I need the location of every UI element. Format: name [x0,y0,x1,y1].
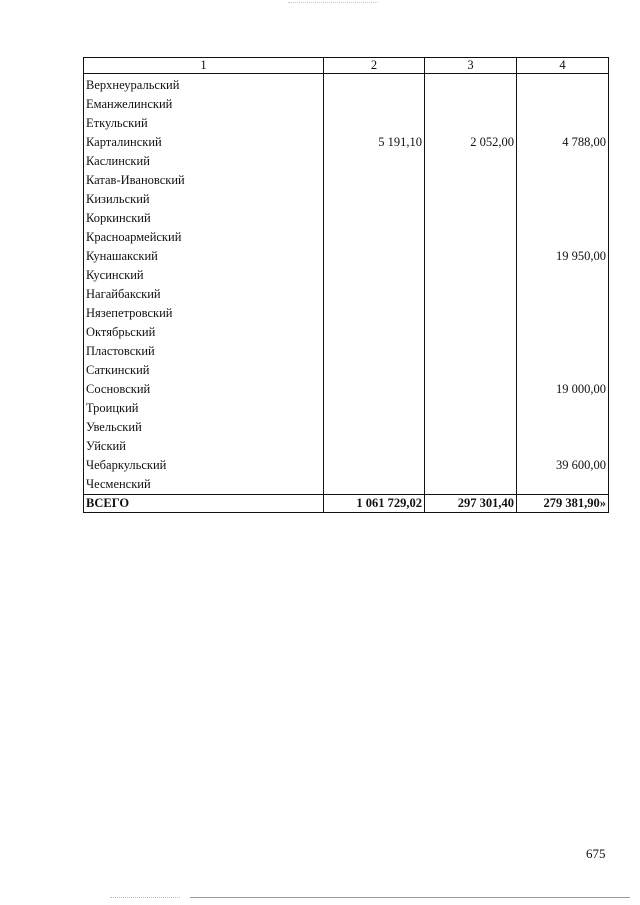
value-cell-col3 [425,437,517,456]
table-row [84,266,609,285]
value-cell-col2 [324,74,425,96]
table-row [84,361,609,380]
value-cell-col2 [324,247,425,266]
column-header-1: 1 [84,58,324,74]
district-name-cell: Каслинский [84,152,324,171]
column-header-2: 2 [324,58,425,74]
value-cell-col2 [324,190,425,209]
value-cell-col4 [517,74,609,96]
value-cell-col3 [425,171,517,190]
value-cell-col4 [517,361,609,380]
value-cell-col2 [324,95,425,114]
value-cell-col3 [425,190,517,209]
district-name-cell: Нязепетровский [84,304,324,323]
value-cell-col2 [324,437,425,456]
table-row [84,304,609,323]
scan-speckles-bottom [110,897,180,898]
value-cell-col4 [517,323,609,342]
district-name-cell: Коркинский [84,209,324,228]
budget-table [83,57,609,513]
value-cell-col3 [425,95,517,114]
table-row [84,171,609,190]
district-name-cell: Чебаркульский [84,456,324,475]
value-cell-col2 [324,361,425,380]
total-value-col3: 297 301,40 [425,495,517,513]
value-cell-col4 [517,209,609,228]
value-cell-col4: 19 950,00 [517,247,609,266]
table-row [84,74,609,96]
value-cell-col2 [324,285,425,304]
value-cell-col3 [425,152,517,171]
district-name-cell: Пластовский [84,342,324,361]
value-cell-col3 [425,361,517,380]
value-cell-col2: 5 191,10 [324,133,425,152]
header-row [84,58,609,74]
value-cell-col3 [425,285,517,304]
table-row [84,247,609,266]
scan-edge-line [190,897,630,898]
column-header-3: 3 [425,58,517,74]
value-cell-col3 [425,114,517,133]
district-name-cell: Саткинский [84,361,324,380]
total-label: ВСЕГО [84,495,324,513]
value-cell-col2 [324,152,425,171]
value-cell-col3 [425,74,517,96]
district-name-cell: Красноармейский [84,228,324,247]
page-number: 675 [586,846,606,861]
value-cell-col4 [517,152,609,171]
value-cell-col3 [425,342,517,361]
district-name-cell: Октябрьский [84,323,324,342]
table-row [84,380,609,399]
value-cell-col3 [425,456,517,475]
total-row [84,495,609,513]
table-row [84,152,609,171]
value-cell-col4 [517,475,609,495]
value-cell-col3 [425,228,517,247]
value-cell-col2 [324,323,425,342]
scan-speckles [288,2,378,7]
district-name-cell: Еткульский [84,114,324,133]
table-row [84,228,609,247]
value-cell-col4 [517,114,609,133]
value-cell-col2 [324,304,425,323]
table-body [84,74,609,495]
value-cell-col4 [517,285,609,304]
table-row [84,209,609,228]
table-row [84,342,609,361]
total-value-col4: 279 381,90» [517,495,609,513]
value-cell-col3 [425,266,517,285]
value-cell-col2 [324,171,425,190]
value-cell-col4: 4 788,00 [517,133,609,152]
value-cell-col3 [425,418,517,437]
table-row [84,190,609,209]
district-name-cell: Кунашакский [84,247,324,266]
table-row [84,399,609,418]
value-cell-col4 [517,399,609,418]
value-cell-col2 [324,456,425,475]
value-cell-col3: 2 052,00 [425,133,517,152]
district-name-cell: Троицкий [84,399,324,418]
table-row [84,133,609,152]
district-name-cell: Кизильский [84,190,324,209]
district-name-cell: Катав-Ивановский [84,171,324,190]
table-row [84,95,609,114]
value-cell-col2 [324,380,425,399]
total-value-col2: 1 061 729,02 [324,495,425,513]
value-cell-col3 [425,323,517,342]
district-name-cell: Чесменский [84,475,324,495]
table-row [84,475,609,495]
district-name-cell: Увельский [84,418,324,437]
table-row [84,323,609,342]
district-name-cell: Карталинский [84,133,324,152]
value-cell-col2 [324,228,425,247]
table-row [84,285,609,304]
value-cell-col4: 19 000,00 [517,380,609,399]
table-row [84,456,609,475]
value-cell-col2 [324,418,425,437]
table-row [84,114,609,133]
district-name-cell: Кусинский [84,266,324,285]
district-name-cell: Еманжелинский [84,95,324,114]
value-cell-col4 [517,418,609,437]
value-cell-col4 [517,171,609,190]
value-cell-col2 [324,399,425,418]
value-cell-col3 [425,380,517,399]
district-name-cell: Верхнеуральский [84,74,324,96]
value-cell-col4: 39 600,00 [517,456,609,475]
value-cell-col4 [517,190,609,209]
value-cell-col4 [517,304,609,323]
value-cell-col4 [517,342,609,361]
table-row [84,437,609,456]
value-cell-col4 [517,437,609,456]
value-cell-col4 [517,228,609,247]
value-cell-col2 [324,475,425,495]
value-cell-col2 [324,342,425,361]
value-cell-col2 [324,114,425,133]
value-cell-col4 [517,95,609,114]
district-name-cell: Нагайбакский [84,285,324,304]
value-cell-col3 [425,247,517,266]
value-cell-col4 [517,266,609,285]
value-cell-col3 [425,209,517,228]
value-cell-col2 [324,209,425,228]
district-name-cell: Уйский [84,437,324,456]
district-name-cell: Сосновский [84,380,324,399]
value-cell-col3 [425,304,517,323]
value-cell-col3 [425,399,517,418]
value-cell-col2 [324,266,425,285]
column-header-4: 4 [517,58,609,74]
table-row [84,418,609,437]
value-cell-col3 [425,475,517,495]
